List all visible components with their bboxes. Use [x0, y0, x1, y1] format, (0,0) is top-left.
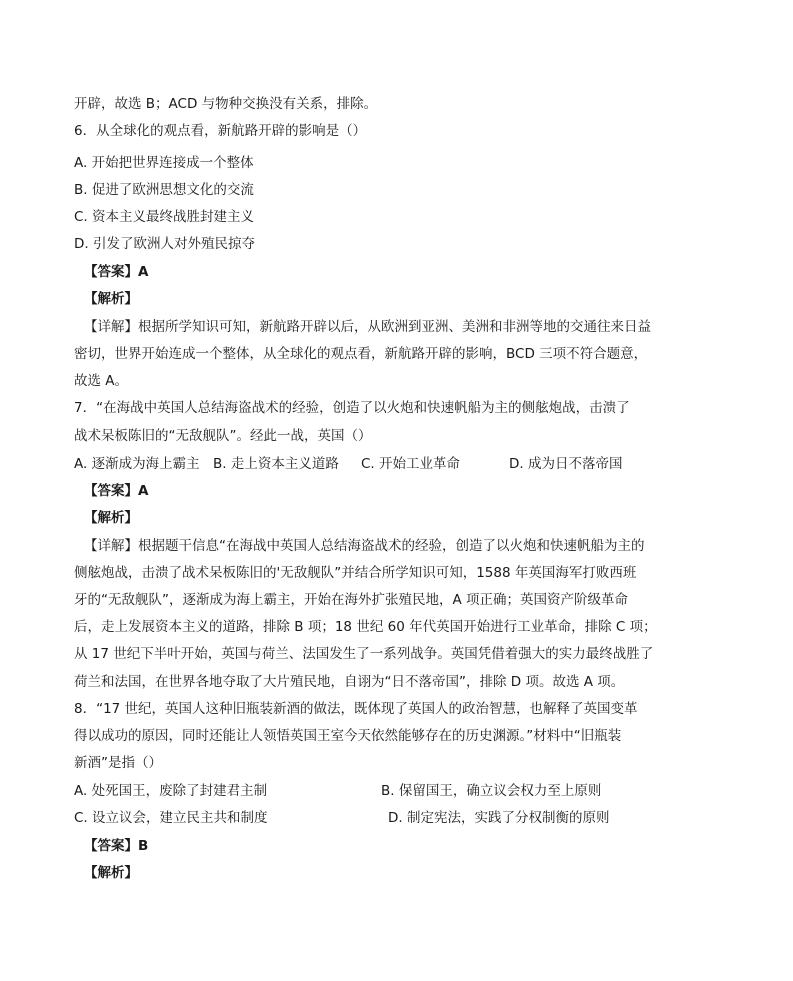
question-8-stem: 得以成功的原因，同时还能让人领悟英国王室今天依然能够存在的历史渊源。”材料中“旧瓶装	[74, 728, 622, 744]
question-6-option-c: C. 资本主义最终战胜封建主义	[74, 209, 255, 225]
question-6-option-d: D. 引发了欧洲人对外殖民掠夺	[74, 236, 255, 252]
question-8-answer: 【答案】B	[84, 838, 149, 854]
question-6-detail-line: 【详解】根据所学知识可知，新航路开辟以后，从欧洲到亚洲、美洲和非洲等地的交通往来日益	[84, 319, 651, 335]
question-6-option-b: B. 促进了欧洲思想文化的交流	[74, 182, 254, 198]
question-6-detail-line: 故选 A。	[74, 373, 129, 389]
question-8-option-a: A. 处死国王，废除了封建君主制	[74, 783, 268, 799]
question-7-detail-line: 【详解】根据题干信息“在海战中英国人总结海盗战术的经验，创造了以火炮和快速帆船为主的	[84, 538, 645, 554]
question-7-option-a: A. 逐渐成为海上霸主	[74, 456, 200, 472]
question-7-detail-line: 从 17 世纪下半叶开始，英国与荷兰、法国发生了一系列战争。英国凭借着强大的实力最终战胜了	[74, 646, 654, 662]
question-7-detail-line: 后，走上发展资本主义的道路，排除 B 项；18 世纪 60 年代英国开始进行工业革命，排除 C 项；	[74, 619, 657, 635]
question-6-option-a: A. 开始把世界连接成一个整体	[74, 155, 254, 171]
question-7-answer: 【答案】A	[84, 483, 149, 499]
question-8-analysis-label: 【解析】	[84, 865, 138, 881]
question-7-detail-line: 侧舷炮战，击溃了战术呆板陈旧的'无敌舰队”并结合所学知识可知，1588 年英国海军打败西班	[74, 565, 637, 581]
question-8-option-b: B. 保留国王，确立议会权力至上原则	[381, 783, 602, 799]
question-7-detail-line: 荷兰和法国，在世界各地夺取了大片殖民地，自诩为“日不落帝国”，排除 D 项。故选 A 项。	[74, 674, 625, 690]
question-7-stem: 战术呆板陈旧的“无敌舰队”。经此一战，英国（）	[74, 428, 372, 444]
question-8-stem: 8．“17 世纪，英国人这种旧瓶装新酒的做法，既体现了英国人的政治智慧，也解释了英国变革	[74, 701, 638, 717]
question-8-option-d: D. 制定宪法，实践了分权制衡的原则	[388, 810, 610, 826]
question-6-detail-line: 密切，世界开始连成一个整体，从全球化的观点看，新航路开辟的影响，BCD 三项不符合题意，	[74, 346, 648, 362]
question-7-analysis-label: 【解析】	[84, 510, 138, 526]
question-7-option-b: B. 走上资本主义道路	[213, 456, 339, 472]
text-line: 开辟，故选 B；ACD 与物种交换没有关系，排除。	[74, 96, 378, 112]
question-6-stem: 6．从全球化的观点看，新航路开辟的影响是（）	[74, 123, 367, 139]
question-6-analysis-label: 【解析】	[84, 291, 138, 307]
question-8-stem: 新酒”是指（）	[74, 755, 162, 771]
question-7-option-c: C. 开始工业革命	[361, 456, 461, 472]
question-7-option-d: D. 成为日不落帝国	[509, 456, 623, 472]
question-8-option-c: C. 设立议会，建立民主共和制度	[74, 810, 268, 826]
question-6-answer: 【答案】A	[84, 264, 149, 280]
question-7-stem: 7．“在海战中英国人总结海盗战术的经验，创造了以火炮和快速帆船为主的侧舷炮战，击溃了	[74, 400, 630, 416]
question-7-detail-line: 牙的“无敌舰队”，逐渐成为海上霸主，开始在海外扩张殖民地，A 项正确；英国资产阶级革命	[74, 592, 629, 608]
